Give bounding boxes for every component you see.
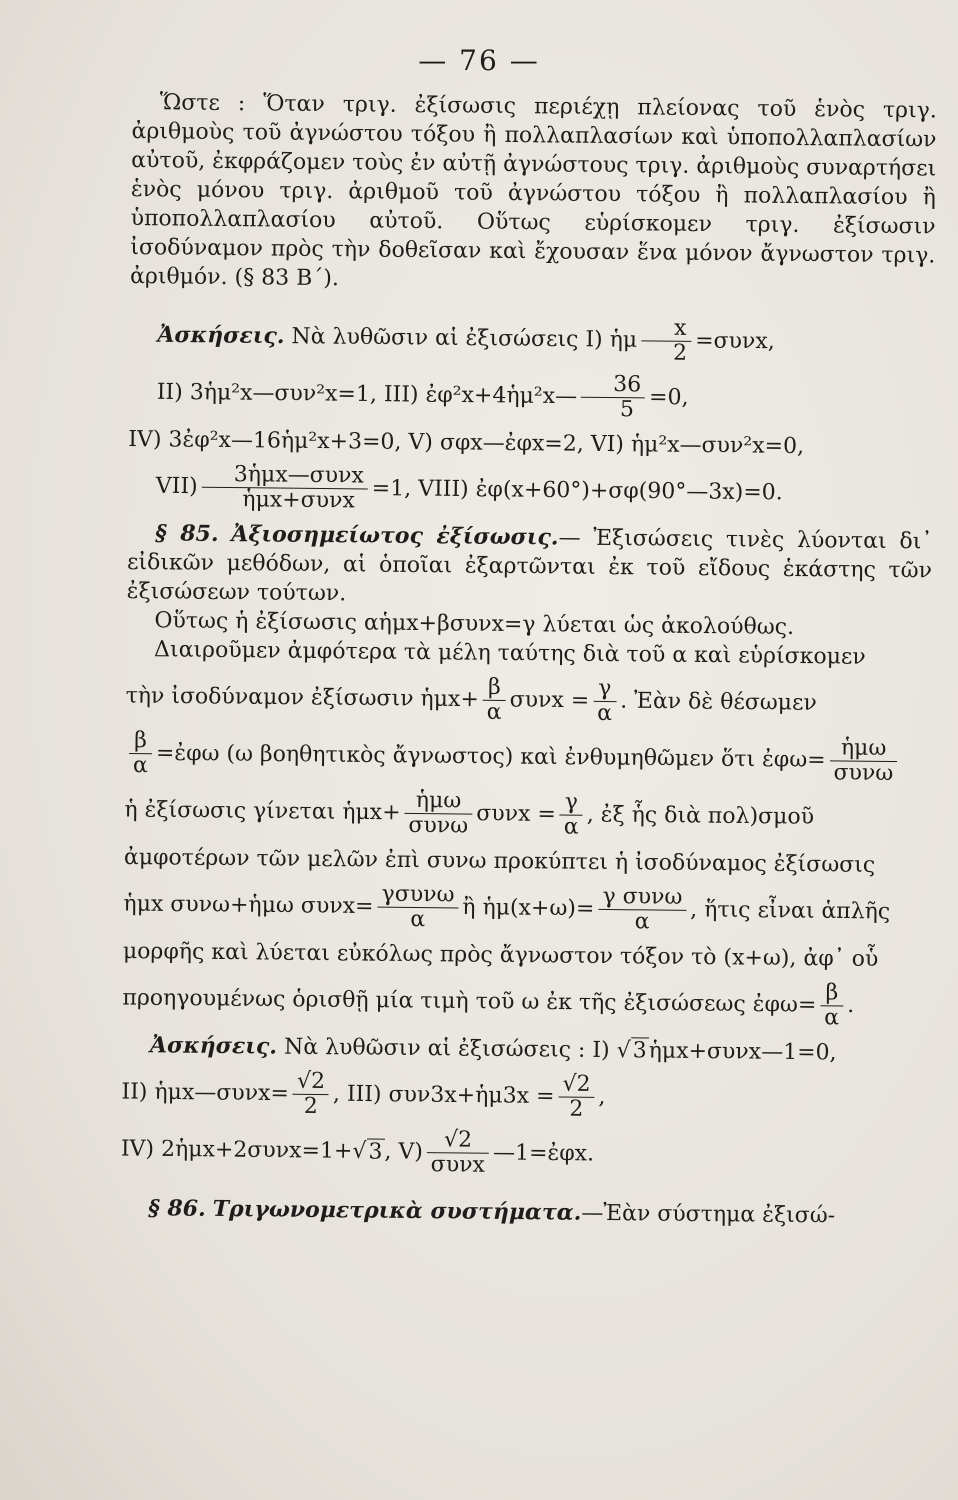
fraction-x-over-2: $\frac{x}{2}$ <box>641 316 692 366</box>
section-86-number: § 86. <box>148 1195 206 1222</box>
section-85-equation-1: τὴν ἰσοδύναμον ἐξίσωσιν ἡμx+ $\frac{\beta}{\alpha}$ συνx = $\frac{\gamma}{\alpha}$ . Ἐὰν δὲ θέσωμεν <box>125 674 817 727</box>
section-85-title: Ἀξιοσημείωτος ἐξίσωσις. <box>231 521 559 551</box>
section-85-equation-4: ἡμx συνω+ἡμω συνx= $\frac{\text{γσυνω}}{\alpha}$ ἢ ἡμ(x+ω)= $\frac{\text{γ συνω}}{\alpha}$ , ἥτις εἶναι ἁπλῆς <box>123 881 891 935</box>
exercise-2-iv-v: IV) 2ἡμx+2συνx=1+√3, V) $\frac{√2}{\text{συνx}}$ —1=ἐφx. <box>120 1127 595 1178</box>
exercises-heading: Ἀσκήσεις. <box>157 321 285 350</box>
page-content <box>120 88 937 1231</box>
exercise-2-ii-iii: II) ἡμx—συνx= $\frac{√2}{2}$ , III) συν3x+ἡμ3x = $\frac{√2}{2}$ , <box>121 1068 606 1122</box>
exercise-ii-iii: II) 3ἡμ²x—συν²x=1, III) ἐφ²x+4ἡμ²x— $\frac{36}{5}$ =0, <box>156 372 689 423</box>
fraction-vii: $\frac{\text{3ἡμx—συνx}}{\text{ἡμx+συνx}}$ <box>201 463 368 514</box>
exercise-iv-vi: IV) 3ἐφ²x—16ἡμ²x+3=0, V) σφx—ἐφx=2, VI) ἡμ²x—συν²x=0, <box>128 426 805 460</box>
section-85-number: § 85. <box>155 520 219 547</box>
section-86-title: Τριγωνομετρικὰ συστήματα. <box>212 1195 582 1226</box>
exercises-heading-2: Ἀσκήσεις. <box>149 1032 278 1060</box>
section-85-equation-5: προηγουμένως ὁρισθῇ μία τιμὴ τοῦ ω ἐκ τῆς ἐξισώσεως ἐφω= $\frac{\beta}{\alpha}$ . <box>122 980 855 1031</box>
page-number: — 76 — <box>418 44 540 77</box>
section-85-line-2: Διαιροῦμεν ἀμφότερα τὰ μέλη ταύτης διὰ τοῦ α καὶ εὑρίσκομεν <box>153 637 866 670</box>
exercises-1-intro: Ἀσκήσεις. Νὰ λυθῶσιν αἱ ἐξισώσεις I) ἡμ $\frac{x}{2}$ =συνx, <box>157 315 775 366</box>
exercises-2-intro: Ἀσκήσεις. Νὰ λυθῶσιν αἱ ἐξισώσεις : I) √3ἡμx+συνx—1=0, <box>149 1032 837 1066</box>
summary-paragraph: Ὥστε : Ὅταν τριγ. ἐξίσωσις περιέχῃ πλείονας τοῦ ἑνὸς τριγ. ἀριθμοὺς τοῦ ἀγνώστου τόξου ἢ πολλαπλασίων καὶ ὑποπολλαπλασίων αὐτοῦ, ἐκφράζομεν τοὺς ἐν αὐτῇ ἀγνώστους τριγ. ἀριθμοὺς συναρτήσει ἑνὸς μόνου τριγ. ἀριθμοῦ τοῦ ἀγνώστου τόξου ἢ πολλαπλασίου ἢ ὑποπολλαπλασίου αὐτοῦ. Οὕτως εὑρίσκομεν τριγ. ἐξίσωσιν ἰσοδύναμον πρὸς τὴν δοθεῖσαν καὶ ἔχουσαν ἕνα μόνον ἄγνωστον τριγ. ἀριθμόν. (§ 83 Β΄). <box>129 90 937 292</box>
section-86: § 86. Τριγωνομετρικὰ συστήματα.—Ἐὰν σύστημα ἐξισώ- <box>148 1195 836 1229</box>
section-85-line-8: μορφῆς καὶ λύεται εὐκόλως πρὸς ἄγνωστον τόξον τὸ (x+ω), ἀφ᾽ οὗ <box>122 938 879 972</box>
section-85: § 85. Ἀξιοσημείωτος ἐξίσωσις.— Ἐξισώσεις τινὲς λύονται δι᾽ εἰδικῶν μεθόδων, αἱ ὁποῖαι ἐξαρτῶνται ἐκ τοῦ εἴδους ἑκάστης τῶν ἐξισώσεων τούτων. <box>126 520 933 607</box>
section-85-line-1: Οὕτως ἡ ἐξίσωσις αἡμx+βσυνx=γ λύεται ὡς ἀκολούθως. <box>154 608 795 640</box>
fraction-36-over-5: $\frac{36}{5}$ <box>581 373 646 423</box>
exercise-vii-viii: VII) $\frac{\text{3ἡμx—συνx}}{\text{ἡμx+συνx}}$ =1, VIII) ἐφ(x+60°)+σφ(90°—3x)=0. <box>155 462 783 514</box>
section-85-equation-2: $\frac{\beta}{\alpha}$ =ἐφω (ω βοηθητικὸς ἄγνωστος) καὶ ἐνθυμηθῶμεν ὅτι ἐφω= $\frac{\text{ἡμω}}{\text{συνω}}$ <box>125 729 930 786</box>
section-85-line-6: ἀμφοτέρων τῶν μελῶν ἐπὶ συνω προκύπτει ἡ ἰσοδύναμος ἐξίσωσις <box>123 844 876 878</box>
section-85-equation-3: ἡ ἐξίσωσις γίνεται ἡμx+ $\frac{\text{ἡμω}}{\text{συνω}}$ συνx = $\frac{\gamma}{\alpha}$ , ἐξ ἧς διὰ πολ)σμοῦ <box>124 788 815 840</box>
